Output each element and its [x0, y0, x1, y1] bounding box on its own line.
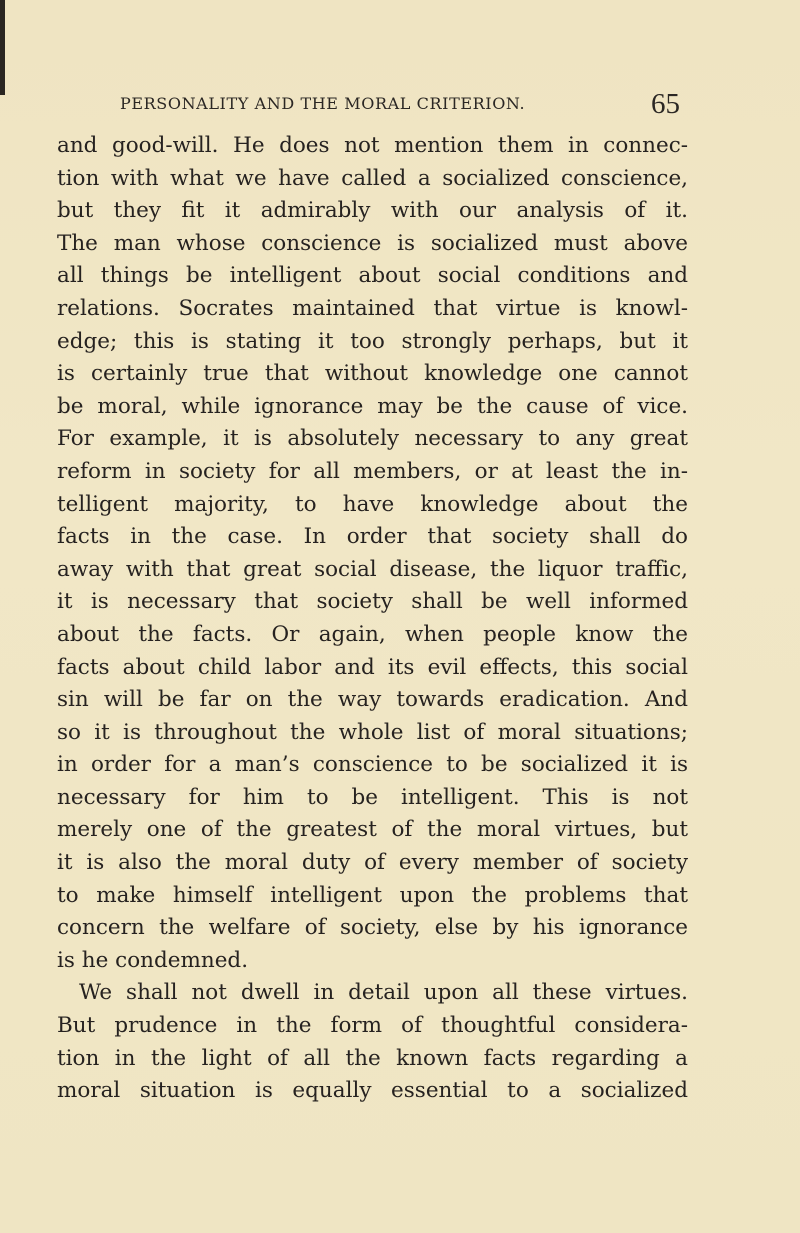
text-line: it is also the moral duty of every member of society: [57, 850, 688, 876]
text-line: The man whose conscience is socialized must above: [57, 230, 688, 256]
text-line: is certainly true that without knowledge one cannot: [57, 361, 688, 387]
text-line: to make himself intelligent upon the problems that: [57, 882, 688, 908]
text-line: necessary for him to be intelligent. This is not: [57, 784, 688, 810]
text-line: sin will be far on the way towards eradication. And: [57, 687, 688, 713]
text-line: For example, it is absolutely necessary to any great: [57, 426, 688, 452]
text-line: telligent majority, to have knowledge about the: [57, 491, 688, 517]
text-line: facts about child labor and its evil effects, this social: [57, 654, 688, 680]
text-line: reform in society for all members, or at least the in-: [57, 458, 688, 484]
paragraph-start-line: We shall not dwell in detail upon all these virtues.: [79, 980, 688, 1006]
text-line: tion with what we have called a socialized conscience,: [57, 165, 688, 191]
text-line: relations. Socrates maintained that virtue is knowl-: [57, 295, 688, 321]
page-header: [120, 90, 680, 124]
text-line: so it is throughout the whole list of moral situations;: [57, 719, 688, 745]
running-head: PERSONALITY AND THE MORAL CRITERION.: [120, 94, 526, 113]
text-line: all things be intelligent about social conditions and: [57, 263, 688, 289]
body-text: [57, 130, 688, 1108]
text-line: it is necessary that society shall be well informed: [57, 589, 688, 615]
text-line: about the facts. Or again, when people know the: [57, 621, 688, 647]
paragraph-end-line: is he condemned.: [57, 947, 249, 973]
text-line: away with that great social disease, the liquor traffic,: [57, 556, 688, 582]
text-line: in order for a man’s conscience to be socialized it is: [57, 752, 688, 778]
page-number: 65: [651, 88, 680, 120]
text-line: edge; this is stating it too strongly perhaps, but it: [57, 328, 688, 354]
text-line: facts in the case. In order that society shall do: [57, 524, 688, 550]
text-line: merely one of the greatest of the moral virtues, but: [57, 817, 688, 843]
text-line: tion in the light of all the known facts regarding a: [57, 1045, 688, 1071]
text-line: moral situation is equally essential to a socialized: [57, 1078, 688, 1104]
text-line: be moral, while ignorance may be the cause of vice.: [57, 393, 688, 419]
binding-edge: [0, 0, 5, 95]
text-line: concern the welfare of society, else by his ignorance: [57, 915, 688, 941]
text-line: But prudence in the form of thoughtful considera-: [57, 1013, 688, 1039]
text-line: but they fit it admirably with our analysis of it.: [57, 198, 688, 224]
text-line: and good-will. He does not mention them in connec-: [57, 133, 688, 158]
